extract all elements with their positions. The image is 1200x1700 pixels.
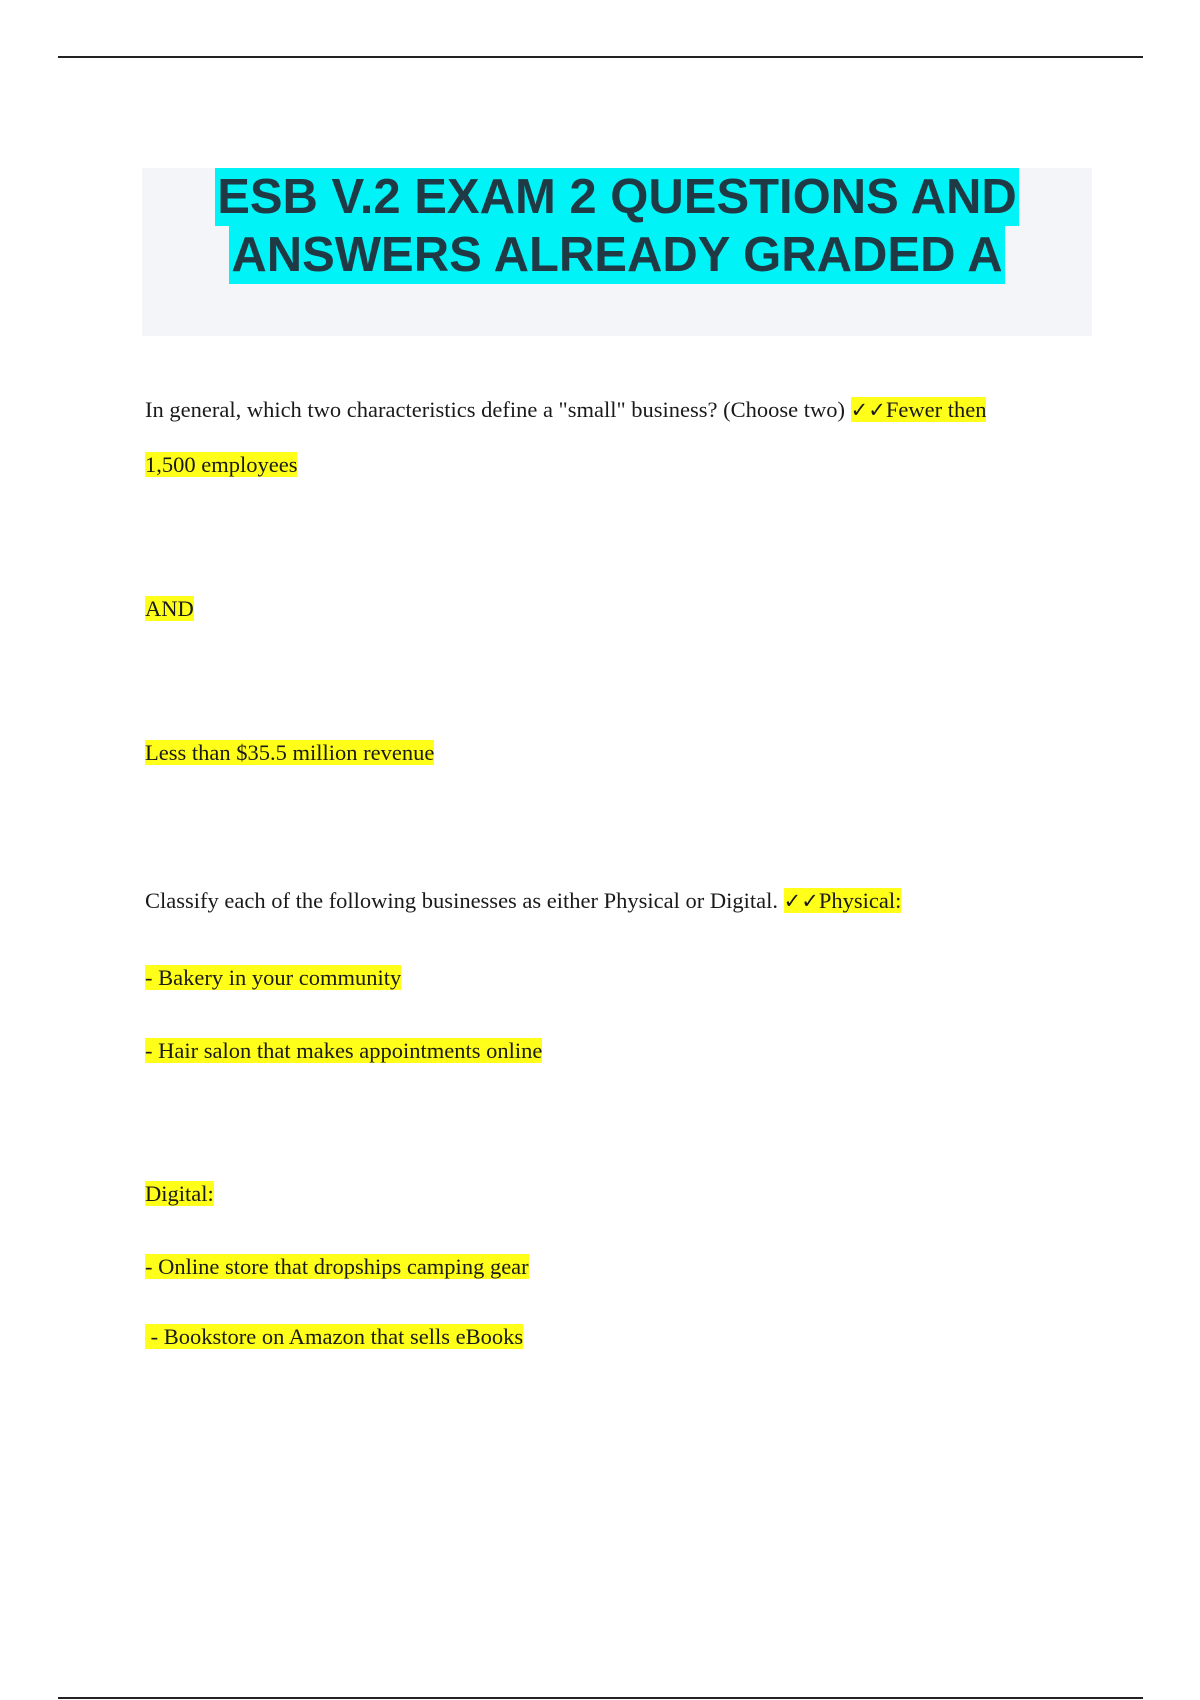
physical-item: [145, 1035, 542, 1067]
digital-item: [145, 1321, 523, 1353]
answer-2-start: [784, 888, 902, 913]
checkmark-icon: ✓✓: [850, 398, 886, 422]
bottom-rule: [58, 1697, 1143, 1699]
title-line-2: ANSWERS ALREADY GRADED A: [231, 228, 1003, 282]
answer-1-revenue: Less than $35.5 million revenue: [145, 740, 435, 765]
physical-item-text: - Bakery in your community: [145, 965, 402, 990]
digital-label: Digital:: [145, 1181, 214, 1206]
answer-1-start: [851, 397, 987, 422]
answer-1-start-text: Fewer then: [885, 397, 987, 422]
answer-1-line-2: [145, 449, 297, 481]
document-title: [142, 168, 1092, 284]
answer-1-revenue-line: [145, 737, 434, 769]
question-2: [145, 885, 901, 917]
physical-item: [145, 962, 401, 994]
question-1: [145, 394, 986, 426]
digital-label-line: [145, 1178, 214, 1210]
digital-item-text: - Online store that dropships camping gear: [145, 1254, 529, 1279]
title-line-1: ESB V.2 EXAM 2 QUESTIONS AND: [217, 170, 1017, 224]
question-2-text: Classify each of the following businesses as either Physical or Digital.: [145, 888, 778, 913]
digital-item: [145, 1251, 529, 1283]
checkmark-icon: ✓✓: [783, 889, 819, 913]
question-1-text: In general, which two characteristics define a "small" business? (Choose two): [145, 397, 846, 422]
physical-item-text: - Hair salon that makes appointments online: [145, 1038, 543, 1063]
answer-1-employees: 1,500 employees: [145, 452, 298, 477]
top-rule: [58, 56, 1143, 58]
digital-item-text: - Bookstore on Amazon that sells eBooks: [145, 1324, 524, 1349]
answer-1-and: AND: [145, 596, 194, 621]
answer-1-and-line: [145, 593, 194, 625]
physical-label: Physical:: [818, 888, 902, 913]
